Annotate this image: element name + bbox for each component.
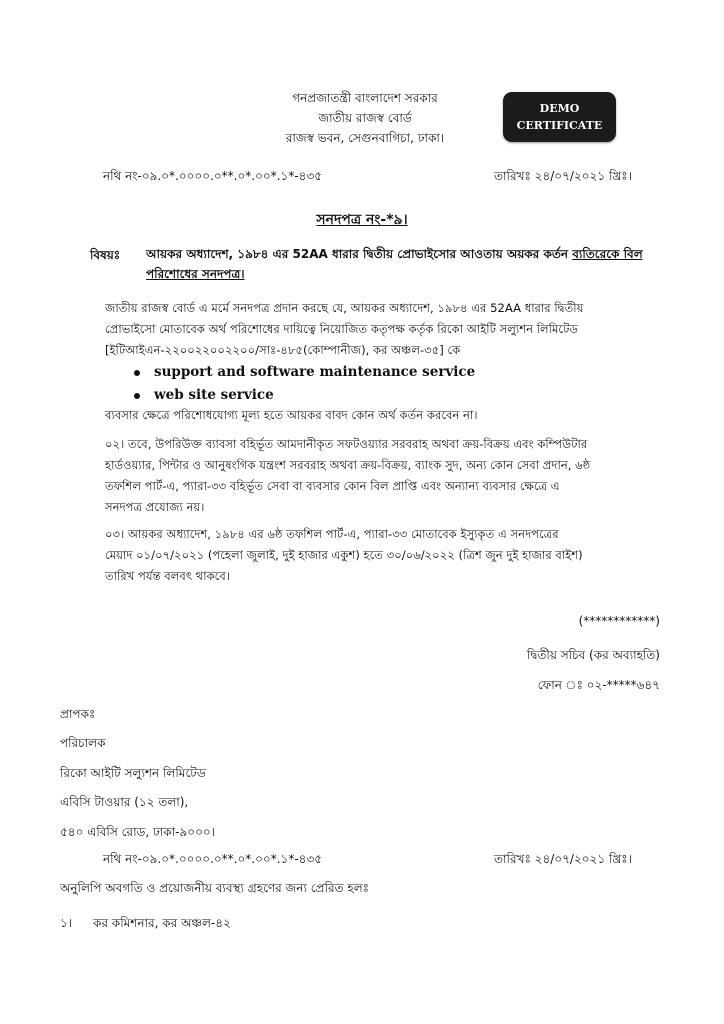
bullet-icon [134,393,140,399]
header-address: রাজস্ব ভবন, সেগুনবাগিচা, ঢাকা। [285,131,445,145]
signatory-name: (************) [578,614,660,628]
paragraph-2 [105,434,675,518]
demo-certificate-badge [503,92,616,142]
subject-text [146,244,666,284]
paragraph-3 [105,524,675,587]
recipient-title: পরিচালক [60,736,106,750]
p2-line3: তফশিল পার্ট-এ, প্যারা-৩৩ বহির্ভূত সেবা বা ব্যবসার কোন বিল প্রাপ্তি এবং অন্যান্য ব্যবসার ক্ষেত্রে এ [105,479,560,493]
badge-line2: CERTIFICATE [516,119,603,132]
subject-line1-a: আয়কর অধ্যাদেশ, ১৯৮৪ এর 52AA ধারার দ্বিতীয় প্রোভাইসোর আওতায় অয়কর কর্তন [146,247,573,261]
subject-line2: পরিশোধের সনদপত্র। [146,267,245,281]
header-board: জাতীয় রাজস্ব বোর্ড [318,111,412,125]
paragraph-1 [105,298,665,361]
recipient-label: প্রাপকঃ [60,707,96,721]
subject-line1-b: ব্যতিরেকে বিল [572,247,643,261]
p1-line2: প্রোভাইসো মোতাবেক অর্থ পরিশোধের দায়িত্বে নিয়োজিত কতৃপক্ষ কর্তৃক রিকো আইটি সল্যুশন লিমিটেড [105,322,578,336]
p3-line2: মেয়াদ ০১/০৭/২০২১ (পহেলা জুলাই, দুই হাজার একুশ) হতে ৩০/০৬/২০২২ (ত্রিশ জুন দুই হাজার বাইশ) [105,548,583,562]
p2-line4: সনদপত্র প্রযোজ্য নয়। [105,500,205,514]
p2-line1: ০২। তবে, উপরিউক্ত ব্যাবসা বহির্ভূত আমদানীকৃত সফটওয়্যার সরবরাহ অথবা ক্রয়-বিক্রয় এবং কম্পিউটার [105,437,588,451]
header-govt: গনপ্রজাতন্ত্রী বাংলাদেশ সরকার [292,91,438,105]
certificate-title [0,208,724,232]
copy-item-number: ১। [60,916,73,930]
copy-item-text: কর কমিশনার, কর অঞ্চল-৪২ [93,916,231,930]
issue-date-copy: তারিখঃ ২৪/০৭/২০২১ খ্রিঃ। [494,852,632,866]
file-number-copy: নথি নং-০৯.০*.০০০০.০**.০*.০০*.১*-৪৩৫ [103,852,323,866]
signatory-phone: ফোন ঃ ০২-*****৬৪৭ [537,678,660,692]
p1-line3: [ইটিআইএন-২২০০২২০০২২০০/সাঃ-৪৮৫(কোম্পানীজ), কর অঞ্চল-৩৫] কে [105,343,461,357]
p3-line1: ০৩। আয়কর অধ্যাদেশ, ১৯৮৪ এর ৬ষ্ঠ তফশিল পার্ট-এ, প্যারা-৩৩ মোতাবেক ইস্যুকৃত এ সনদপত্রের [105,527,559,541]
file-number: নথি নং-০৯.০*.০০০০.০**.০*.০০*.১*-৪৩৫ [103,169,323,183]
bullet-icon [134,370,140,376]
copy-intro: অনুলিপি অবগতি ও প্রয়োজনীয় ব্যবস্থ্য গ্রহণের জন্য প্রেরিত হলঃ [60,881,370,895]
p1-line1: জাতীয় রাজস্ব বোর্ড এ মর্মে সনদপত্র প্রদান করছে যে, আয়কর অধ্যাদেশ, ১৯৮৪ এর 52AA ধারার দ্বিতীয় [105,301,584,315]
recipient-address: ৫৪০ এবিসি রোড, ঢাকা-৯০০০। [60,825,215,839]
p1-line4: ব্যবসার ক্ষেত্রে পরিশোধযোগ্য মূল্য হতে আয়কর বাবদ কোন অর্থ কর্তন করবেন না। [105,408,478,422]
service-item [134,361,475,383]
badge-line1: DEMO [539,102,580,115]
recipient-building: এবিসি টাওয়ার (১২ তলা), [60,795,189,809]
signatory-designation: দ্বিতীয় সচিব (কর অব্যাহতি) [526,648,660,662]
service-item [134,384,274,406]
title-text: সনদপত্র নং-*৯। [316,212,408,228]
p3-line3: তারিখ পর্যন্ত বলবৎ থাকবে। [105,569,230,583]
recipient-company: রিকো আইটি সল্যুশন লিমিটেড [60,766,206,780]
issue-date: তারিখঃ ২৪/০৭/২০২১ খ্রিঃ। [494,169,632,183]
service-label: web site service [154,387,274,403]
service-label: support and software maintenance service [154,364,476,380]
p2-line2: হার্ডওয়্যার, পিন্টার ও আনুষংগিক যন্ত্রংশ সরবরাহ অথবা ক্রয়-বিক্রয়, ব্যাংক সুদ, অন্য কোন সেবা প্রদান, ৬ষ্ঠ [105,458,591,472]
subject-label: বিষয়ঃ [90,248,121,262]
